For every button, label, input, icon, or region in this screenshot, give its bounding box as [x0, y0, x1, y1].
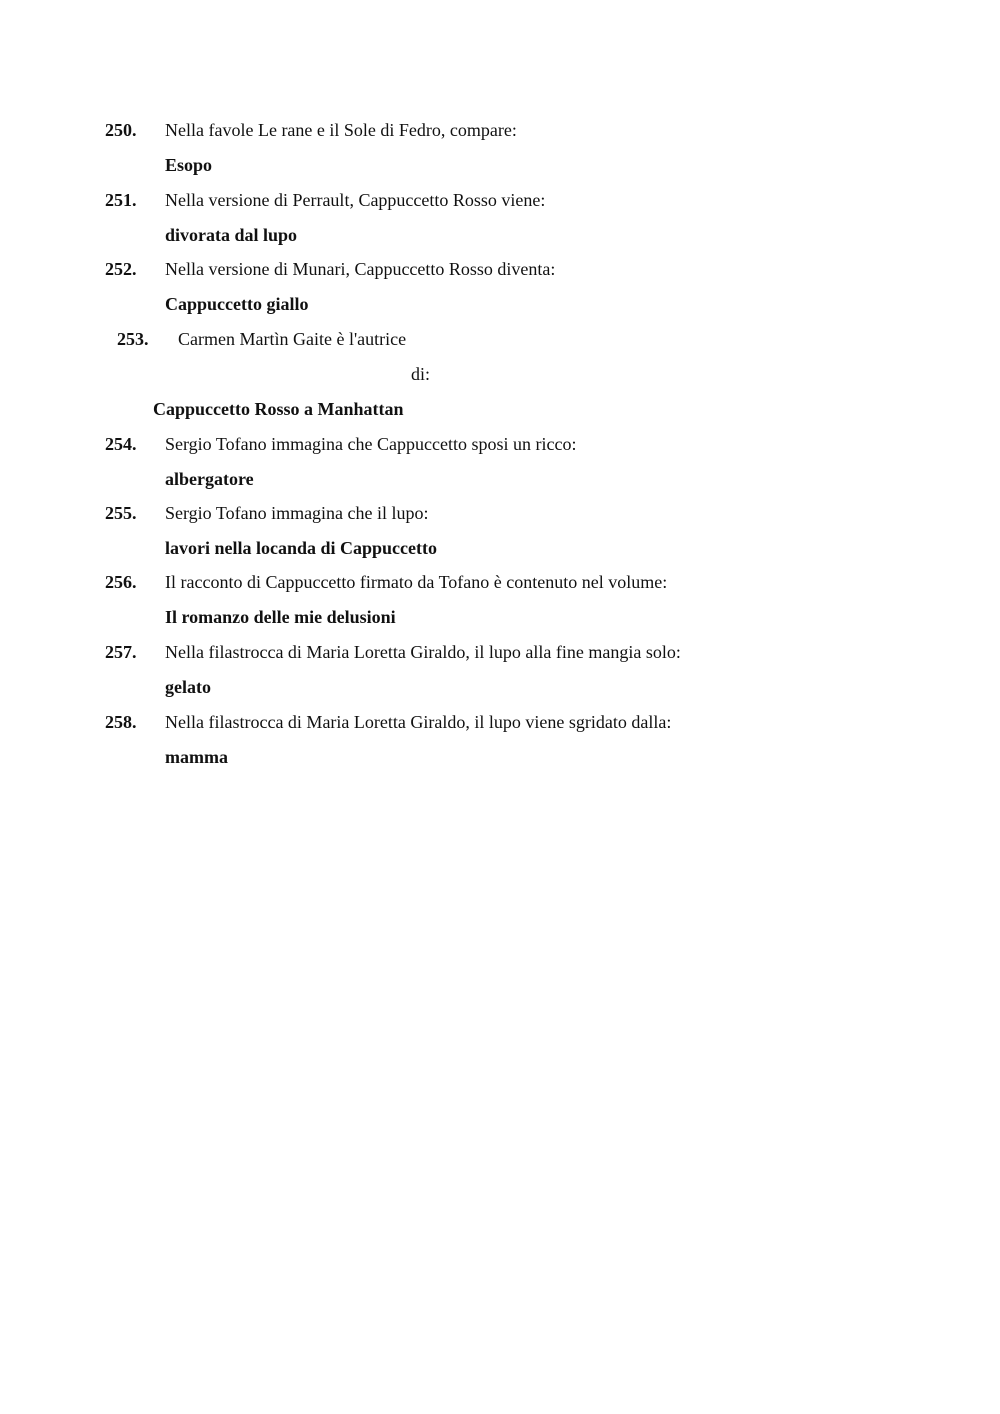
- item-question: Nella filastrocca di Maria Loretta Giraldo, il lupo viene sgridato dalla:: [165, 712, 672, 732]
- item-answer: divorata dal lupo: [165, 225, 298, 245]
- item-number: 256.: [105, 572, 137, 592]
- item-answer: gelato: [165, 677, 211, 697]
- item-question: Nella filastrocca di Maria Loretta Giraldo, il lupo alla fine mangia solo:: [165, 642, 681, 662]
- item-question: Sergio Tofano immagina che il lupo:: [165, 503, 429, 523]
- item-number: 250.: [105, 120, 137, 140]
- item-question: Il racconto di Cappuccetto firmato da Tofano è contenuto nel volume:: [165, 572, 668, 592]
- item-number: 255.: [105, 503, 137, 523]
- item-number: 257.: [105, 642, 137, 662]
- item-number: 253.: [117, 329, 149, 349]
- item-number: 258.: [105, 712, 137, 732]
- item-answer: Cappuccetto giallo: [165, 294, 309, 314]
- item-answer: Il romanzo delle mie delusioni: [165, 607, 396, 627]
- item-number: 254.: [105, 434, 137, 454]
- item-number: 251.: [105, 190, 137, 210]
- item-number: 252.: [105, 259, 137, 279]
- item-question: Nella versione di Munari, Cappuccetto Rosso diventa:: [165, 259, 556, 279]
- item-answer: albergatore: [165, 469, 254, 489]
- item-question-continuation: di:: [411, 364, 431, 384]
- item-question: Carmen Martìn Gaite è l'autrice: [178, 329, 407, 349]
- item-question: Nella versione di Perrault, Cappuccetto Rosso viene:: [165, 190, 546, 210]
- item-answer: mamma: [165, 747, 228, 767]
- item-answer: Esopo: [165, 155, 213, 175]
- item-answer: Cappuccetto Rosso a Manhattan: [153, 399, 404, 419]
- item-question: Sergio Tofano immagina che Cappuccetto sposi un ricco:: [165, 434, 577, 454]
- item-answer: lavori nella locanda di Cappuccetto: [165, 538, 438, 558]
- item-question: Nella favole Le rane e il Sole di Fedro, compare:: [165, 120, 517, 140]
